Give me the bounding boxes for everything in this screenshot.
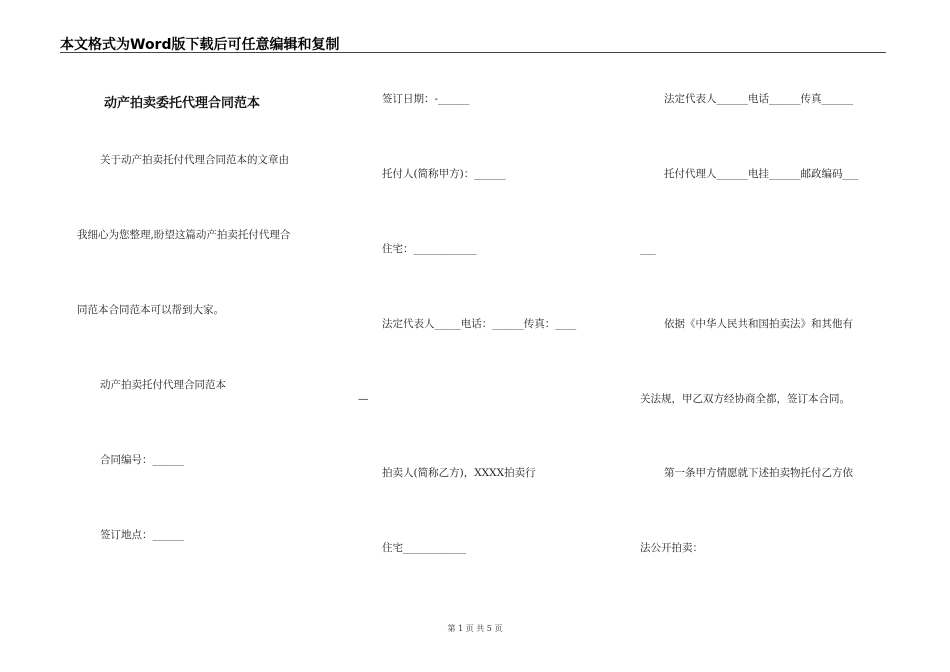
col2-legal-rep-a: 法定代表人_____电话：______传真：____ <box>382 318 577 330</box>
col1-line-4: 动产拍卖托付代理合同范本 <box>100 379 226 391</box>
header-divider <box>60 52 886 53</box>
document-title: 动产拍卖委托代理合同范本 <box>104 96 261 111</box>
col1-line-3: 同范本合同范本可以帮到大家。 <box>77 304 224 316</box>
col3-article-1-line-2: 法公开拍卖： <box>640 542 703 554</box>
col3-law-line-1: 依据《中华人民共和国拍卖法》和其他有 <box>664 318 853 330</box>
col2-party-b: 拍卖人(简称乙方)，XXXX拍卖行 <box>382 467 536 479</box>
col3-law-line-2: 关法规，甲乙双方经协商全都，签订本合同。 <box>640 393 850 405</box>
col1-signing-place: 签订地点：______ <box>100 529 184 541</box>
col2-address-b: 住宅____________ <box>382 542 466 554</box>
col2-dash: — <box>358 393 369 405</box>
col2-party-a: 托付人(简称甲方)：______ <box>382 168 506 180</box>
col3-legal-rep-b: 法定代表人______电话______传真______ <box>664 93 853 105</box>
page-number: 第 1 页 共 5 页 <box>447 624 503 633</box>
col1-contract-number: 合同编号：______ <box>100 454 184 466</box>
col1-line-1: 关于动产拍卖托付代理合同范本的文章由 <box>100 154 289 166</box>
col1-line-2: 我细心为您整理,盼望这篇动产拍卖托付代理合 <box>77 229 291 241</box>
col3-agent: 托付代理人______电挂______邮政编码___ <box>664 168 859 180</box>
col3-article-1-line-1: 第一条甲方情愿就下述拍卖物托付乙方依 <box>664 467 853 479</box>
col3-underline: ___ <box>640 243 656 255</box>
col2-address-a: 住宅：____________ <box>382 243 477 255</box>
document-header-title: 本文格式为Word版下载后可任意编辑和复制 <box>60 37 340 53</box>
col2-signing-date: 签订日期：-______ <box>382 93 470 105</box>
